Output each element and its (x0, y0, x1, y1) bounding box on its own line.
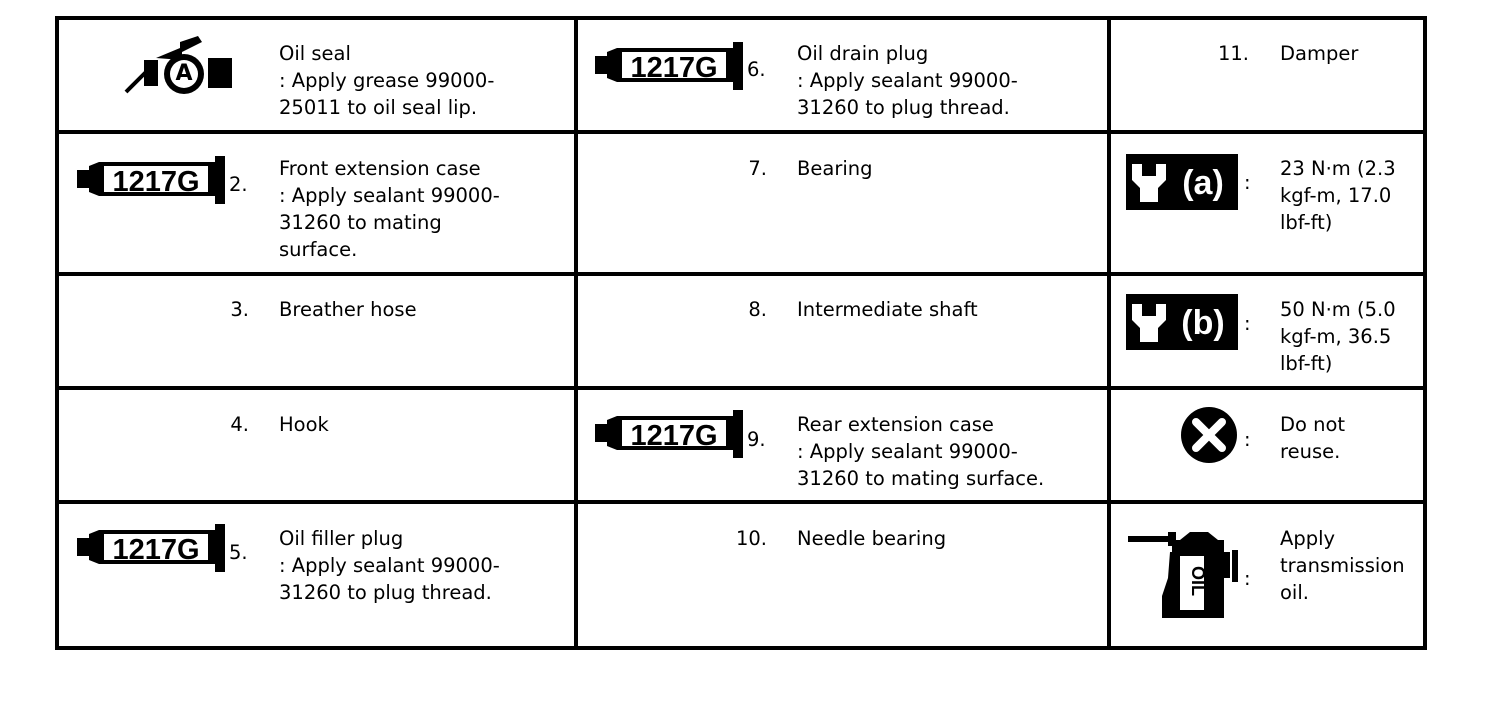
item-number: 11. (1217, 42, 1249, 65)
item-label: Oil seal (279, 42, 351, 65)
item-note: : Apply sealant 99000- 31260 to plug thread. (279, 554, 500, 604)
item-label: Bearing (797, 157, 873, 180)
symbol-colon: : (1244, 567, 1251, 590)
item-note: : Apply sealant 99000- 31260 to mating surface. (797, 440, 1045, 490)
item-label: Needle bearing (797, 527, 947, 550)
tube-label: 1217G (112, 166, 200, 198)
item-label: Damper (1280, 42, 1359, 65)
item-label: Oil drain plug (797, 42, 929, 65)
torque-spec-text: 50 N·m (5.0 kgf-m, 36.5 lbf-ft) (1280, 298, 1396, 375)
oil-can-icon (1128, 522, 1240, 618)
tube-label: 1217G (112, 534, 200, 566)
oil-can-label: OIL (1188, 566, 1208, 596)
parts-legend-table (55, 16, 1427, 650)
row-divider (59, 272, 1423, 276)
column-divider (574, 20, 578, 646)
tube-label: 1217G (630, 52, 718, 84)
symbol-colon: : (1244, 171, 1251, 194)
item-label: Front extension case (279, 157, 481, 180)
item-number: 5. (229, 541, 248, 564)
symbol-colon: : (1244, 428, 1251, 451)
item-number: 8. (748, 298, 767, 321)
torque-letter: (b) (1181, 304, 1225, 342)
symbol-colon: : (1244, 312, 1251, 335)
column-divider (1107, 20, 1111, 646)
item-label: Rear extension case (797, 413, 994, 436)
item-note: : Apply grease 99000- 25011 to oil seal lip. (279, 69, 495, 119)
item-number: 1. (209, 58, 228, 81)
symbol-text: Apply transmission oil. (1280, 527, 1405, 604)
item-label: Hook (279, 413, 329, 436)
grease-letter: A (175, 61, 193, 86)
item-number: 4. (230, 413, 249, 436)
item-number: 9. (747, 428, 766, 451)
item-number: 6. (747, 58, 766, 81)
do-not-reuse-icon (1180, 406, 1238, 464)
row-divider (59, 130, 1423, 134)
item-number: 10. (735, 527, 767, 550)
item-number: 3. (230, 298, 249, 321)
symbol-text: Do not reuse. (1280, 413, 1346, 463)
row-divider (59, 386, 1423, 390)
item-label: Breather hose (279, 298, 417, 321)
item-label: Oil filler plug (279, 527, 404, 550)
row-divider (59, 500, 1423, 504)
item-label: Intermediate shaft (797, 298, 978, 321)
item-number: 2. (229, 173, 248, 196)
item-note: : Apply sealant 99000- 31260 to mating surface. (279, 184, 500, 261)
tube-label: 1217G (630, 420, 718, 452)
item-number: 7. (748, 157, 767, 180)
torque-spec-text: 23 N·m (2.3 kgf-m, 17.0 lbf-ft) (1280, 157, 1396, 234)
torque-letter: (a) (1182, 164, 1224, 202)
item-note: : Apply sealant 99000- 31260 to plug thread. (797, 69, 1018, 119)
